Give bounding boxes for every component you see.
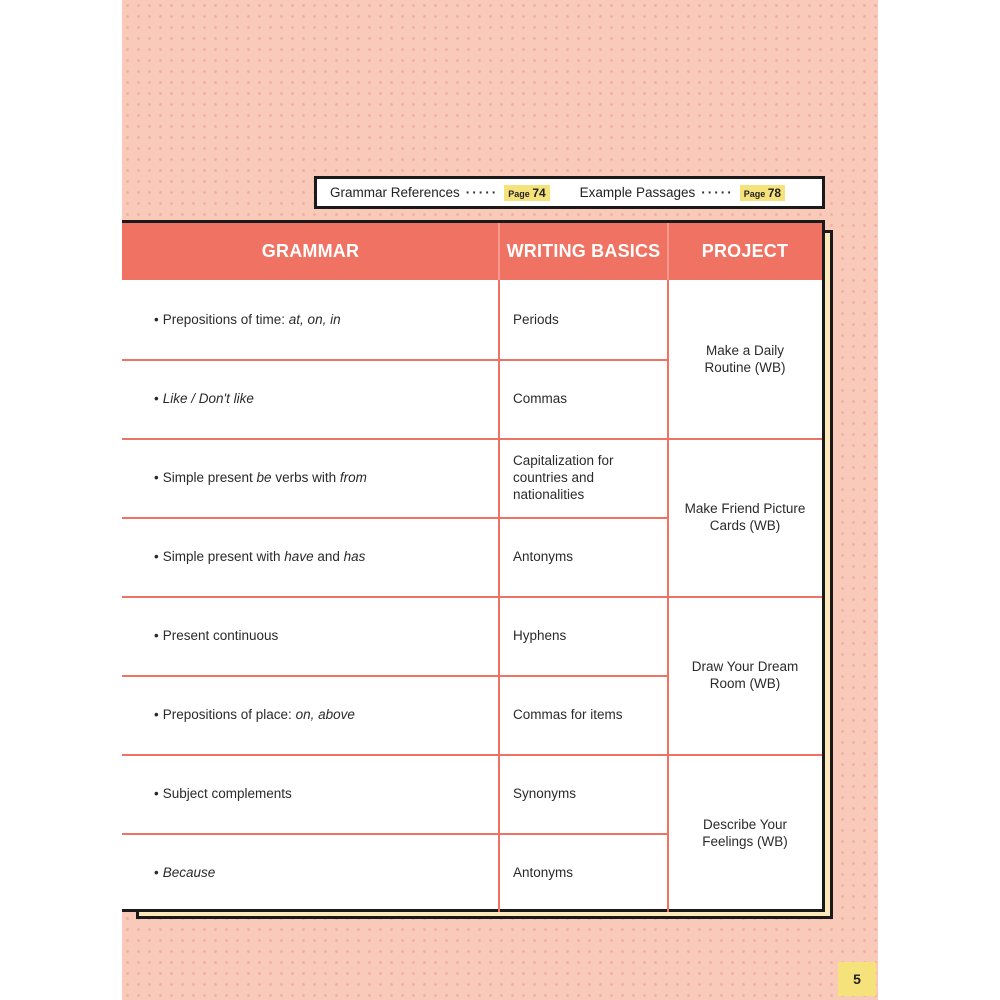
bullet: • xyxy=(154,786,159,801)
bullet: • xyxy=(154,391,159,406)
bullet: • xyxy=(154,628,159,643)
grammar-text: Like / Don't like xyxy=(162,391,254,406)
reference-bar xyxy=(314,176,825,209)
grammar-text: Prepositions of place: on, above xyxy=(162,707,355,722)
bullet: • xyxy=(154,707,159,722)
column-divider xyxy=(498,280,500,912)
grammar-text: Prepositions of time: at, on, in xyxy=(162,312,341,327)
header-writing-basics: WRITING BASICS xyxy=(499,223,668,280)
example-passages[interactable] xyxy=(580,185,785,201)
grammar-text: Because xyxy=(162,865,216,880)
writing-basics-cell xyxy=(499,596,667,675)
leader-dots: ····· xyxy=(465,185,499,200)
row-divider xyxy=(122,833,668,835)
writing-text: Synonyms xyxy=(513,786,577,801)
page-number: 74 xyxy=(532,185,546,200)
writing-text: Hyphens xyxy=(513,628,567,643)
grammar-cell xyxy=(122,359,498,438)
ref-label: Grammar References xyxy=(330,185,460,200)
page-word: Page xyxy=(508,188,530,199)
project-cell xyxy=(668,280,822,438)
grammar-references[interactable] xyxy=(330,185,550,201)
row-divider xyxy=(122,517,668,519)
writing-basics-cell xyxy=(499,359,667,438)
grammar-cell xyxy=(122,280,498,359)
project-cell xyxy=(668,596,822,754)
page-number-badge: 5 xyxy=(838,962,876,996)
syllabus-table xyxy=(122,220,825,912)
project-text: Make a Daily Routine (WB) xyxy=(704,343,786,375)
writing-basics-cell xyxy=(499,438,667,517)
writing-text: Commas xyxy=(513,391,568,406)
leader-dots: ····· xyxy=(701,185,734,200)
header-divider xyxy=(498,223,500,280)
bullet: • xyxy=(154,549,159,564)
grammar-text: Present continuous xyxy=(162,628,279,643)
grammar-cell xyxy=(122,438,498,517)
row-divider xyxy=(122,675,668,677)
writing-basics-cell xyxy=(499,754,667,833)
grammar-cell xyxy=(122,596,498,675)
writing-text: Periods xyxy=(513,312,559,327)
writing-basics-cell xyxy=(499,833,667,912)
grammar-text: Simple present be verbs with from xyxy=(162,470,367,485)
ref-label: Example Passages xyxy=(579,185,696,200)
grammar-cell xyxy=(122,833,498,912)
project-text: Make Friend Picture Cards (WB) xyxy=(684,501,806,533)
bullet: • xyxy=(154,865,159,880)
grammar-cell xyxy=(122,517,498,596)
writing-basics-cell xyxy=(499,280,667,359)
column-divider xyxy=(667,280,669,912)
project-cell xyxy=(668,754,822,912)
bullet: • xyxy=(154,312,159,327)
project-cell xyxy=(668,438,822,596)
header-grammar: GRAMMAR xyxy=(122,223,499,280)
page-badge xyxy=(504,185,549,201)
header-divider xyxy=(667,223,669,280)
writing-basics-cell xyxy=(499,675,667,754)
header-project: PROJECT xyxy=(668,223,822,280)
project-text: Describe Your Feelings (WB) xyxy=(702,817,788,849)
writing-text: Commas for items xyxy=(513,707,623,722)
grammar-text: Subject complements xyxy=(162,786,292,801)
page-word: Page xyxy=(743,188,766,199)
page-badge xyxy=(740,185,785,201)
grammar-cell xyxy=(122,675,498,754)
page-number: 78 xyxy=(767,185,782,200)
bullet: • xyxy=(154,470,159,485)
row-divider xyxy=(122,359,668,361)
writing-text: Capitalization for countries and nationalities xyxy=(513,453,614,502)
writing-text: Antonyms xyxy=(513,865,574,880)
project-text: Draw Your Dream Room (WB) xyxy=(691,659,799,691)
grammar-cell xyxy=(122,754,498,833)
writing-basics-cell xyxy=(499,517,667,596)
writing-text: Antonyms xyxy=(513,549,574,564)
grammar-text: Simple present with have and has xyxy=(162,549,366,564)
